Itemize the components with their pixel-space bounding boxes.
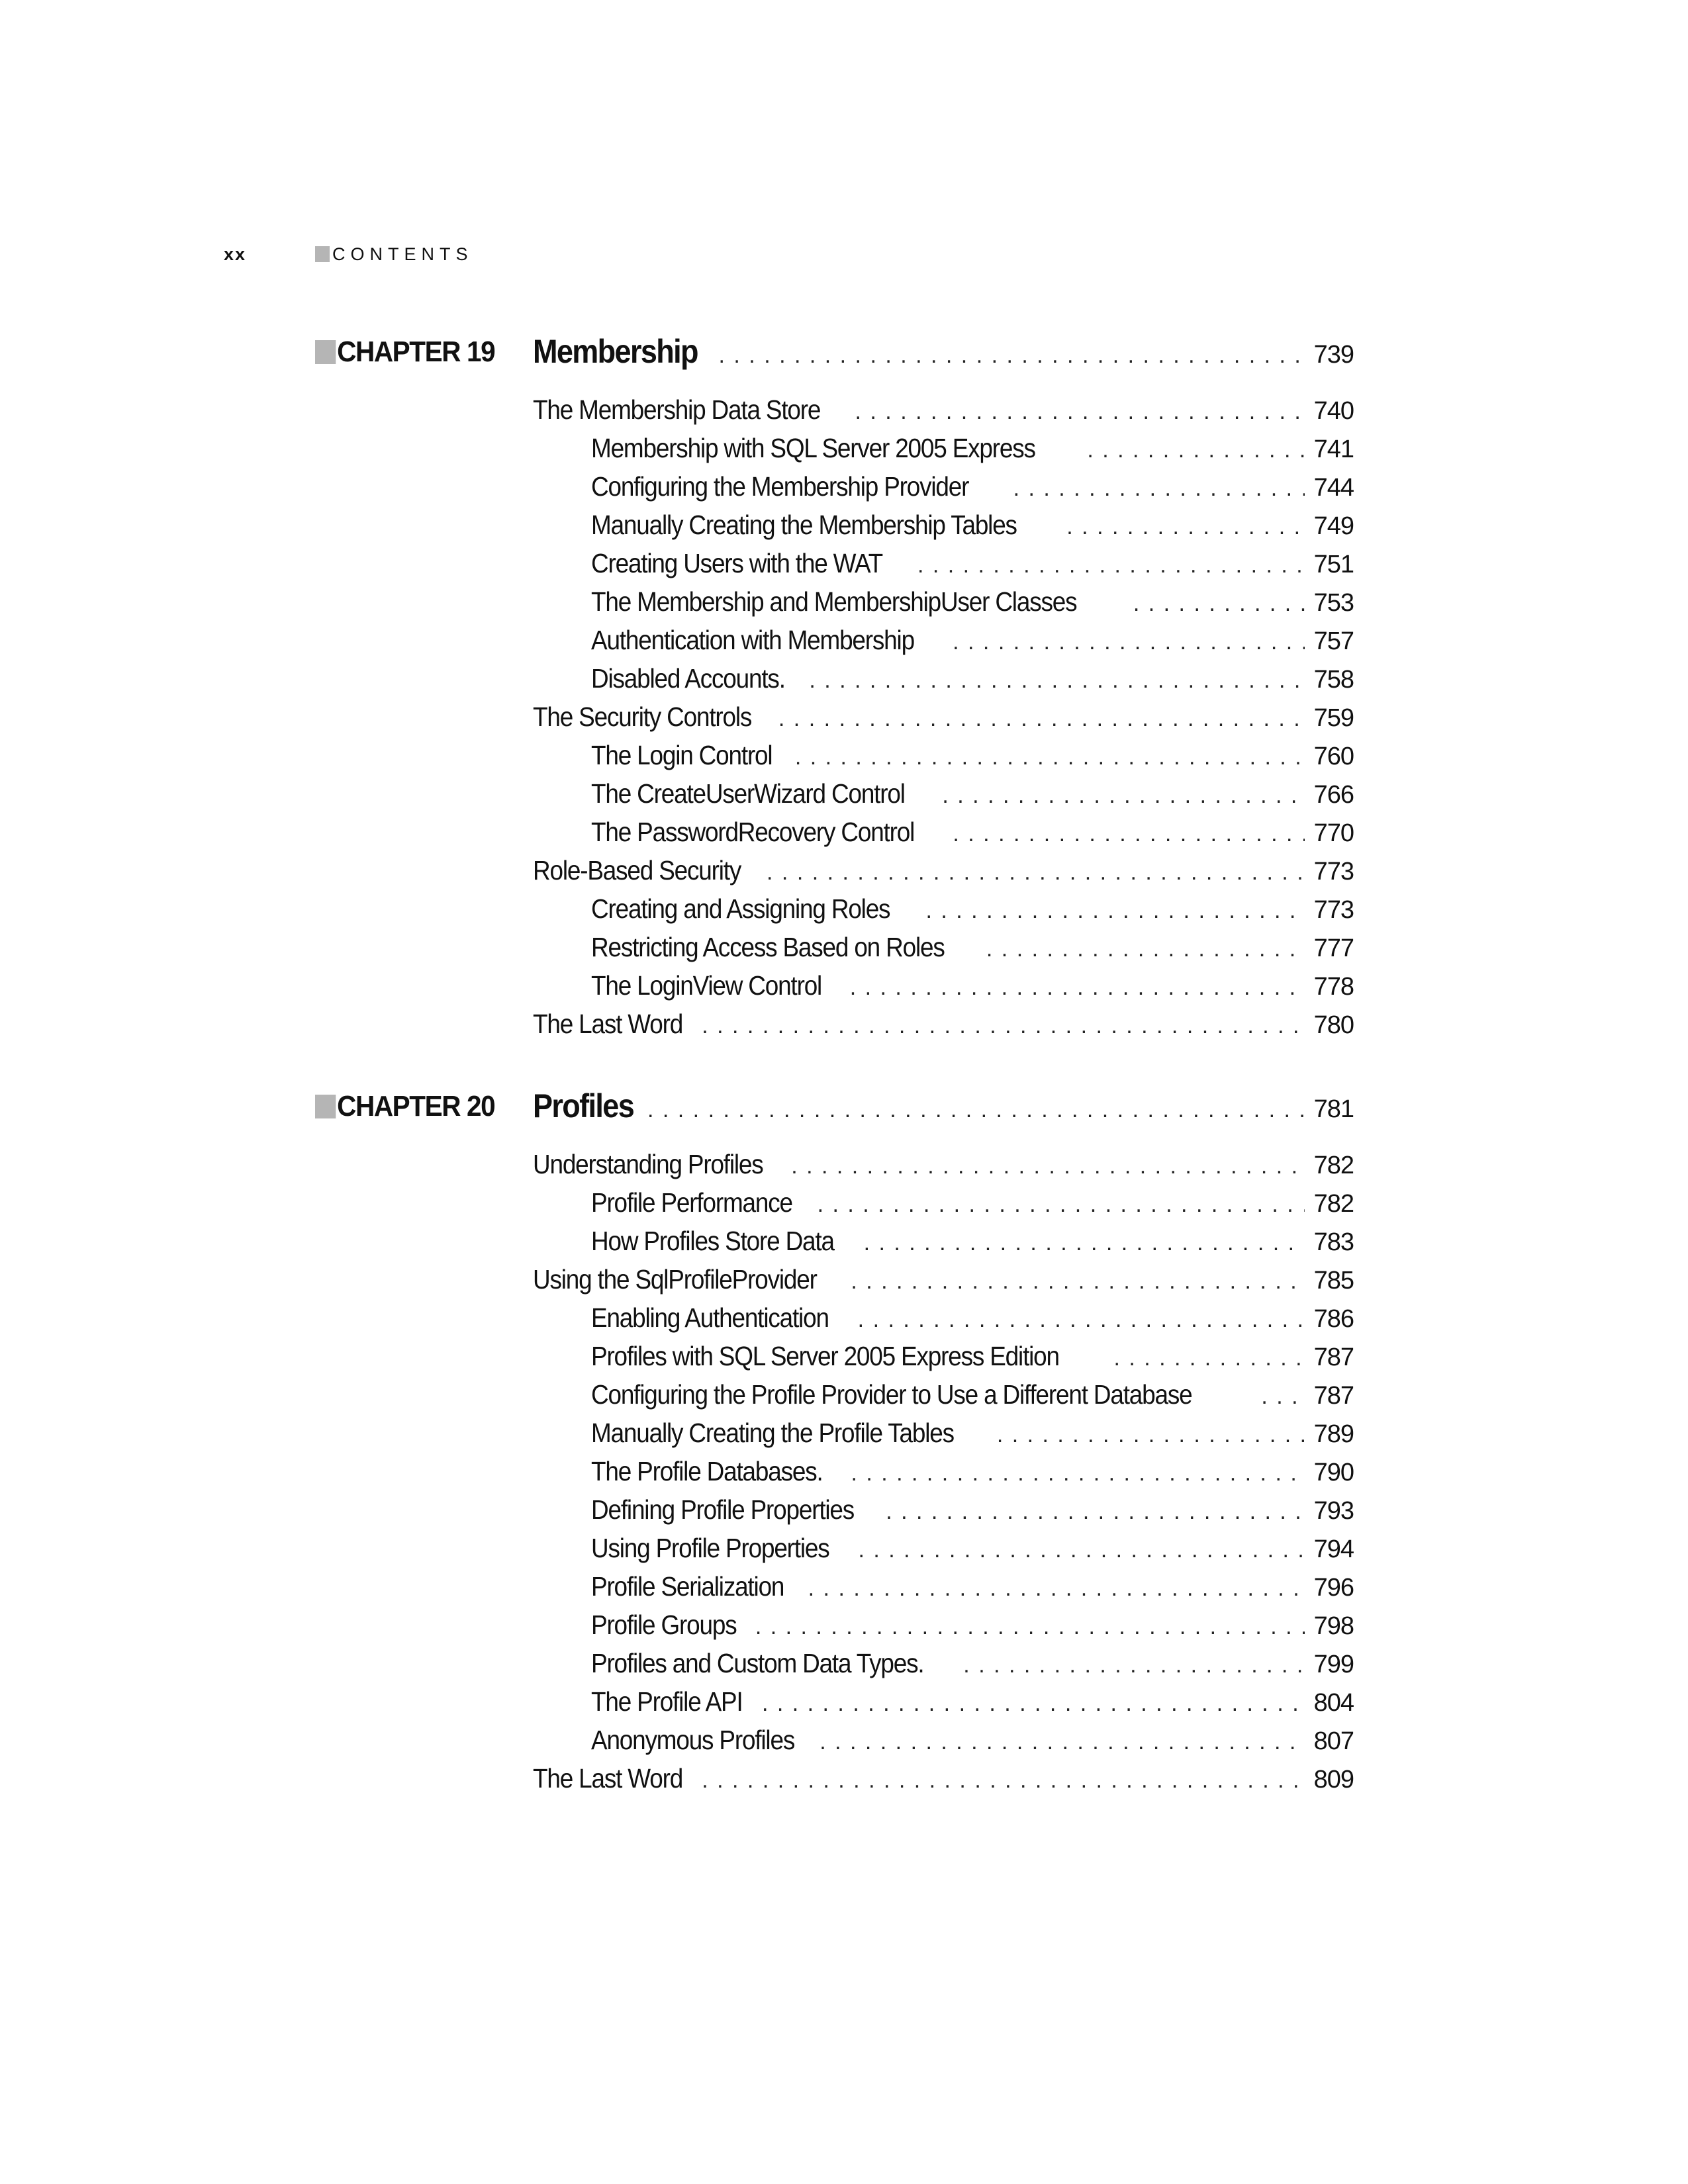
toc-entry-title: The Membership Data Store — [533, 394, 821, 425]
page-number: 794 — [1313, 1535, 1354, 1563]
dot-leader — [699, 1013, 1304, 1039]
chapter-title: Profiles — [533, 1087, 634, 1124]
dot-leader — [923, 898, 1305, 924]
toc-entry-title: How Profiles Store Data — [591, 1226, 834, 1256]
toc-entry[interactable] — [591, 1571, 1354, 1602]
page-number: 807 — [1313, 1727, 1354, 1755]
toc-entry[interactable] — [591, 548, 1354, 579]
toc-entry-title: Disabled Accounts. — [591, 663, 785, 694]
dot-leader — [847, 975, 1305, 1001]
toc-entry-title: Profile Groups — [591, 1610, 737, 1640]
page-number: 741 — [1313, 435, 1354, 463]
dot-leader — [855, 1307, 1305, 1333]
toc-entry[interactable] — [591, 1533, 1354, 1564]
toc-entry-title: Configuring the Profile Provider to Use a Different Database — [591, 1379, 1192, 1410]
toc-entry[interactable] — [591, 1302, 1354, 1334]
toc-entry-title: Profile Performance — [591, 1187, 792, 1218]
toc-entry[interactable] — [591, 625, 1354, 656]
toc-entry[interactable] — [591, 471, 1354, 502]
chapter-number: CHAPTER 20 — [337, 1090, 495, 1122]
toc-entry[interactable] — [533, 1149, 1354, 1180]
toc-entry-title: The Security Controls — [533, 702, 752, 732]
toc-entry[interactable] — [591, 1610, 1354, 1641]
page-number: 740 — [1313, 397, 1354, 425]
page-number: 760 — [1313, 743, 1354, 770]
toc-entry-title: Configuring the Membership Provider — [591, 471, 969, 502]
page-number: 778 — [1313, 973, 1354, 1001]
gray-square-icon — [315, 340, 336, 364]
toc-entry[interactable] — [533, 394, 1354, 426]
toc-entry[interactable] — [591, 893, 1354, 925]
page-number: 786 — [1313, 1305, 1354, 1333]
toc-entry[interactable] — [591, 1187, 1354, 1218]
toc-entry[interactable] — [591, 1418, 1354, 1449]
toc-entry[interactable] — [591, 1226, 1354, 1257]
page-number: 787 — [1313, 1343, 1354, 1371]
toc-entry[interactable] — [591, 970, 1354, 1001]
page-number: 781 — [1313, 1095, 1354, 1123]
toc-entry[interactable] — [591, 1725, 1354, 1756]
dot-leader — [950, 629, 1304, 655]
toc-entry[interactable] — [591, 586, 1354, 617]
dot-leader — [817, 1729, 1304, 1755]
toc-entry-title: Profile Serialization — [591, 1571, 784, 1602]
toc-entry-title: Defining Profile Properties — [591, 1494, 855, 1525]
dot-leader — [716, 343, 1305, 369]
toc-entry-title: The CreateUserWizard Control — [591, 778, 905, 809]
page-number: 751 — [1313, 551, 1354, 578]
page-number: 780 — [1313, 1011, 1354, 1039]
chapter-title-line[interactable] — [533, 332, 1354, 371]
dot-leader — [1064, 514, 1304, 540]
dot-leader — [994, 1422, 1305, 1448]
chapter-label — [315, 332, 494, 372]
toc-entry[interactable] — [591, 778, 1354, 809]
running-head-section — [315, 241, 473, 267]
dot-leader — [883, 1499, 1304, 1525]
toc-entry-title: Role-Based Security — [533, 855, 741, 886]
dot-leader — [753, 1614, 1305, 1640]
page-number: 773 — [1313, 896, 1354, 924]
page-number: 785 — [1313, 1267, 1354, 1295]
page-number: 753 — [1313, 589, 1354, 617]
page-number: 790 — [1313, 1459, 1354, 1486]
page-number: 777 — [1313, 934, 1354, 962]
toc-entry-title: The LoginView Control — [591, 970, 822, 1001]
toc-entry[interactable] — [533, 1264, 1354, 1295]
page-number: 809 — [1313, 1766, 1354, 1794]
toc-entry-title: Using Profile Properties — [591, 1533, 829, 1563]
toc-entry-title: Using the SqlProfileProvider — [533, 1264, 817, 1295]
page-number: 789 — [1313, 1420, 1354, 1448]
toc-entry-title: Creating Users with the WAT — [591, 548, 883, 578]
dot-leader — [1084, 437, 1304, 463]
dot-leader — [950, 821, 1304, 847]
page-number: 744 — [1313, 474, 1354, 502]
toc-entry[interactable] — [591, 817, 1354, 848]
toc-entry-title: The Membership and MembershipUser Classes — [591, 586, 1077, 617]
gray-square-icon — [315, 1095, 336, 1118]
page-number: 783 — [1313, 1228, 1354, 1256]
toc-entry-title: Restricting Access Based on Roles — [591, 932, 945, 962]
toc-entry-title: Membership with SQL Server 2005 Express — [591, 433, 1035, 463]
toc-entry[interactable] — [591, 663, 1354, 694]
dot-leader — [645, 1097, 1305, 1123]
page-number: 739 — [1313, 341, 1354, 369]
toc-entry[interactable] — [591, 932, 1354, 963]
chapter-number: CHAPTER 19 — [337, 336, 495, 368]
page-number: 798 — [1313, 1612, 1354, 1640]
dot-leader — [699, 1768, 1304, 1794]
toc-entry-title: Profiles and Custom Data Types. — [591, 1648, 924, 1678]
page-number: 799 — [1313, 1651, 1354, 1678]
page-number: 766 — [1313, 781, 1354, 809]
toc-entry-title: Authentication with Membership — [591, 625, 914, 655]
dot-leader — [806, 668, 1304, 694]
toc-entry-title: The Login Control — [591, 740, 773, 770]
toc-entry[interactable] — [533, 855, 1354, 886]
page-number: 749 — [1313, 512, 1354, 540]
toc-entry-title: Understanding Profiles — [533, 1149, 763, 1179]
dot-leader — [806, 1576, 1305, 1602]
page-number: 782 — [1313, 1152, 1354, 1179]
toc-entry[interactable] — [591, 1648, 1354, 1679]
page-folio: xx — [224, 244, 247, 264]
toc-entry[interactable] — [533, 1763, 1354, 1794]
dot-leader — [792, 745, 1305, 770]
page-number: 796 — [1313, 1574, 1354, 1602]
dot-leader — [1011, 476, 1305, 502]
chapter-title-line[interactable] — [533, 1087, 1354, 1125]
page-number: 787 — [1313, 1382, 1354, 1410]
dot-leader — [848, 1461, 1304, 1486]
dot-leader — [788, 1154, 1304, 1179]
page-number: 759 — [1313, 704, 1354, 732]
dot-leader — [764, 860, 1305, 886]
dot-leader — [776, 706, 1305, 732]
toc-entry-title: Manually Creating the Profile Tables — [591, 1418, 954, 1448]
dot-leader — [915, 553, 1305, 578]
toc-entry[interactable] — [533, 702, 1354, 733]
page-number: 782 — [1313, 1190, 1354, 1218]
dot-leader — [984, 936, 1305, 962]
toc-entry[interactable] — [533, 1009, 1354, 1040]
toc-entry-title: The Last Word — [533, 1763, 683, 1794]
dot-leader — [848, 1269, 1304, 1295]
dot-leader — [1131, 591, 1305, 617]
toc-entry-title: The PasswordRecovery Control — [591, 817, 915, 847]
dot-leader — [961, 1653, 1304, 1678]
dot-leader — [861, 1230, 1305, 1256]
toc-entry[interactable] — [591, 1686, 1354, 1717]
toc-entry[interactable] — [591, 1494, 1354, 1525]
dot-leader — [815, 1192, 1305, 1218]
toc-entry-title: The Last Word — [533, 1009, 683, 1039]
dot-leader — [853, 399, 1305, 425]
page-number: 757 — [1313, 627, 1354, 655]
page-number: 770 — [1313, 819, 1354, 847]
toc-entry[interactable] — [591, 510, 1354, 541]
toc-entry[interactable] — [591, 433, 1354, 464]
running-head-label: CONTENTS — [332, 244, 473, 264]
dot-leader — [759, 1691, 1305, 1717]
toc-entry-title: Manually Creating the Membership Tables — [591, 510, 1017, 540]
dot-leader — [1111, 1345, 1304, 1371]
toc-entry-title: Anonymous Profiles — [591, 1725, 795, 1755]
toc-entry-title: The Profile Databases. — [591, 1456, 823, 1486]
dot-leader — [1258, 1384, 1304, 1410]
page-number: 804 — [1313, 1689, 1354, 1717]
toc-entry-title: The Profile API — [591, 1686, 743, 1717]
toc-entry-title: Creating and Assigning Roles — [591, 893, 890, 924]
chapter-label — [315, 1087, 494, 1126]
toc-entry[interactable] — [591, 740, 1354, 771]
toc-entry-title: Profiles with SQL Server 2005 Express Edition — [591, 1341, 1059, 1371]
dot-leader — [939, 783, 1304, 809]
gray-square-icon — [315, 246, 330, 262]
toc-entry-title: Enabling Authentication — [591, 1302, 829, 1333]
chapter-title: Membership — [533, 333, 698, 370]
page-number: 793 — [1313, 1497, 1354, 1525]
toc-entry[interactable] — [591, 1456, 1354, 1487]
toc-entry[interactable] — [591, 1379, 1354, 1410]
toc-entry[interactable] — [591, 1341, 1354, 1372]
page-number: 758 — [1313, 666, 1354, 694]
dot-leader — [855, 1537, 1304, 1563]
running-head — [0, 241, 1688, 267]
page-number: 773 — [1313, 858, 1354, 886]
